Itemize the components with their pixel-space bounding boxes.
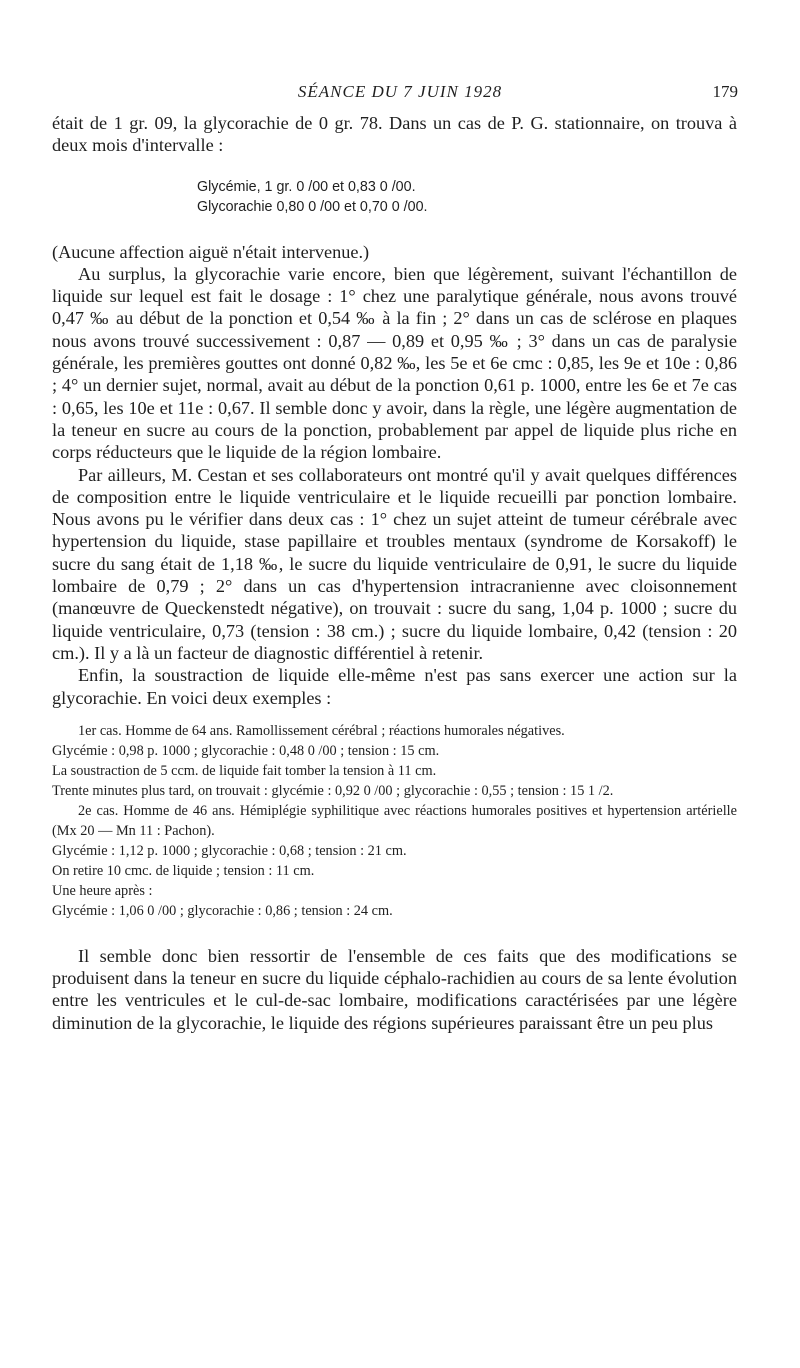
running-head [0,82,800,104]
paragraph-subtraction: Enfin, la soustraction de liquide elle-même n'est pas sans exercer une action sur la glycorachie. En voici deux exemples : [52,665,737,708]
glycorachia-values: Glycorachie 0,80 0 /00 et 0,70 0 /00. [197,198,428,215]
page-number: 179 [712,82,738,101]
case-2-line: Une heure après : [52,882,153,899]
case-1-line: Glycémie : 0,98 p. 1000 ; glycorachie : 0,48 0 /00 ; tension : 15 cm. [52,742,440,759]
case-2-line: Glycémie : 1,06 0 /00 ; glycorachie : 0,86 ; tension : 24 cm. [52,902,393,919]
paragraph-sampling-variation: Au surplus, la glycorachie varie encore, bien que légèrement, suivant l'échantillon de liquide sur lequel est fait le dosage : 1° chez une paralytique générale, nous avons trouvé 0,47 ‰ au début de la ponction et 0,54 ‰ à la fin ; 2° dans un cas de sclérose en plaques nous avons trouvé successivement : 0,87 — 0,89 et 0,95 ‰ ; 3° dans un cas de paralysie générale, les premières gouttes ont donné 0,82 ‰, les 5e et 6e cmc : 0,85, les 9e et 10e : 0,86 ; 4° un dernier sujet, normal, avait au début de la ponction 0,61 p. 1000, entre les 6e et 7e cas : 0,65, les 10e et 11e : 0,67. Il semble donc y avoir, dans la règle, une légère augmentation de la teneur en sucre au cours de la ponction, probablement par appel de liquide plus riche en corps réducteurs que le liquide de la région lombaire. [52,263,737,463]
case-1-line: Trente minutes plus tard, on trouvait : glycémie : 0,92 0 /00 ; glycorachie : 0,55 ; tension : 15 1 /2. [52,782,614,799]
case-2-line: On retire 10 cmc. de liquide ; tension : 11 cm. [52,862,315,879]
aside-note: (Aucune affection aiguë n'était intervenue.) [52,241,370,262]
conclusion-paragraph: Il semble donc bien ressortir de l'ensemble de ces faits que des modifications se produisent dans la teneur en sucre du liquide céphalo-rachidien au cours de sa lente évolution entre les ventricules et le cul-de-sac lombaire, modifications caractérisées par une légère diminution de la glycorachie, le liquide des régions supérieures paraissant être un peu plus [52,945,737,1033]
case-1-line: 1er cas. Homme de 64 ans. Ramollissement cérébral ; réactions humorales négatives. [78,722,565,739]
paragraph-ventricular-liquid: Par ailleurs, M. Cestan et ses collaborateurs ont montré qu'il y avait quelques différences de composition entre le liquide ventriculaire et le liquide recueilli par ponction lombaire. Nous avons pu le vérifier dans deux cas : 1° chez un sujet atteint de tumeur cérébrale avec hypertension du liquide, stase papillaire et troubles mentaux (syndrome de Korsakoff) le sucre du sang était de 1,18 ‰, le sucre du liquide ventriculaire de 0,91, le sucre du liquide lombaire de 0,79 ; 2° dans un cas d'hypertension intracranienne avec cloisonnement (manœuvre de Queckenstedt négative), on trouvait : sucre du sang, 1,04 p. 1000 ; sucre du liquide ventriculaire, 0,73 (tension : 38 cm.) ; sucre du liquide lombaire, 0,42 (tension : 20 cm.). Il y a là un facteur de diagnostic différentiel à retenir. [52,464,737,663]
intro-paragraph: était de 1 gr. 09, la glycorachie de 0 gr. 78. Dans un cas de P. G. stationnaire, on trouva à deux mois d'intervalle : [52,113,737,156]
running-title: SÉANCE DU 7 JUIN 1928 [297,82,503,101]
case-1-line: La soustraction de 5 ccm. de liquide fait tomber la tension à 11 cm. [52,762,437,779]
case-2-line: 2e cas. Homme de 46 ans. Hémiplégie syphilitique avec réactions humorales positives et hypertension artérielle (Mx 20 — Mn 11 : Pachon). [52,802,737,839]
body-text [52,112,737,1034]
case-2-line: Glycémie : 1,12 p. 1000 ; glycorachie : 0,68 ; tension : 21 cm. [52,842,407,859]
glycemia-values: Glycémie, 1 gr. 0 /00 et 0,83 0 /00. [197,178,416,195]
